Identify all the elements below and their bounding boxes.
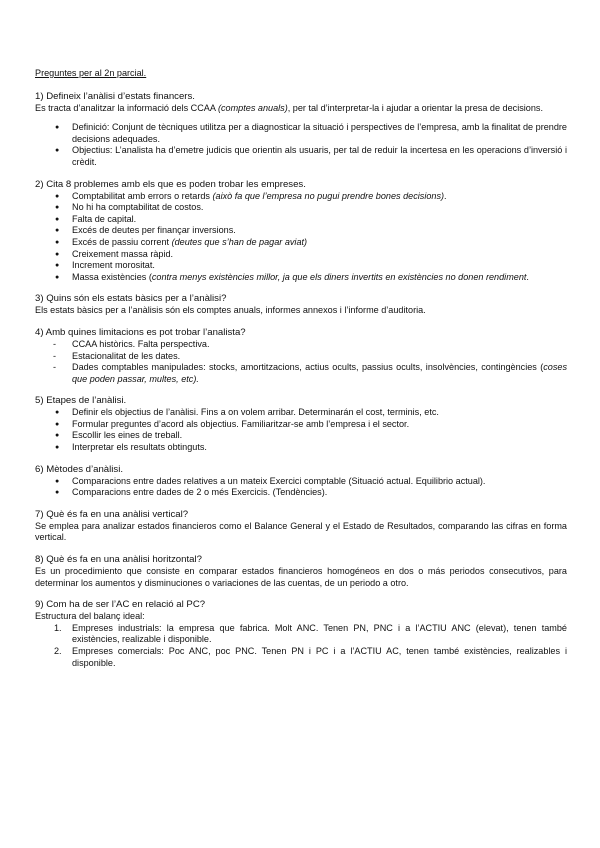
question-7 bbox=[35, 509, 567, 544]
list-item: ● Falta de capital. bbox=[55, 213, 137, 224]
question-heading: 4) Amb quines limitacions es pot trobar l’analista? bbox=[35, 326, 246, 338]
answer-subheading: Estructura del balanç ideal: bbox=[35, 611, 145, 622]
list-item: ● Massa existències (contra menys existències millor, ja que els diners invertits en existències no donen rendiment. bbox=[55, 271, 529, 282]
list-item: ● Escollir les eines de treball. bbox=[55, 430, 183, 441]
question-heading: 9) Com ha de ser l’AC en relació al PC? bbox=[35, 599, 206, 611]
list-item: 1. Empreses industrials: la empresa que fabrica. Molt ANC. Tenen PN, PNC i a l’ACTIU ANC (elevat), tenen també existències, realizable i disponible. bbox=[54, 622, 567, 645]
list-item: - Estacionalitat de les dates. bbox=[53, 350, 181, 361]
list-item: ● Objectius: L’analista ha d’emetre judicis que orientin als usuaris, per tal de reduir la incertesa en les operacions d’inversió i crèdit. bbox=[55, 145, 567, 167]
numbered-list bbox=[35, 623, 567, 669]
answer-paragraph: Es tracta d’analitzar la informació dels CCAA (comptes anuals), per tal d’interpretar-la i ajudar a orientar la presa de decisions. bbox=[35, 102, 543, 113]
list-item: ● No hi ha comptabilitat de costos. bbox=[55, 202, 204, 213]
question-3 bbox=[35, 293, 567, 317]
list-item: - Dades comptables manipulades: stocks, amortitzacions, actius ocults, passius ocults, insolvències, contingències (coses que poden passar, multes, etc). bbox=[53, 362, 567, 384]
question-8 bbox=[35, 554, 567, 589]
answer-paragraph: Es un procedimiento que consiste en comparar estados financieros homogéneos en dos o más periodos consecutivos, para determinar los aumentos y disminuciones o variaciones de las cuentas, de un periodo a otro. bbox=[35, 566, 567, 588]
question-heading: 7) Què és fa en una anàlisi vertical? bbox=[35, 508, 189, 520]
bullet-list bbox=[35, 122, 567, 168]
answer-paragraph: Els estats bàsics per a l’anàlisis són els comptes anuals, informes annexos i l’informe d’auditoria. bbox=[35, 305, 426, 316]
list-item: - CCAA històrics. Falta perspectiva. bbox=[53, 338, 210, 349]
bullet-list bbox=[35, 476, 567, 499]
list-item: ● Definició: Conjunt de tècniques utilitza per a diagnosticar la situació i perspectives de l’empresa, amb la finalitat de prendre decisions adequades. bbox=[55, 122, 567, 144]
list-item: ● Definir els objectius de l’anàlisi. Fins a on volem arribar. Determinarán el cost, terminis, etc. bbox=[55, 407, 439, 418]
bullet-list bbox=[35, 407, 567, 453]
list-item: ● Excés de passiu corrent (deutes que s’han de pagar aviat) bbox=[55, 236, 308, 247]
question-heading: 6) Mètodes d’anàlisi. bbox=[35, 463, 123, 475]
list-item: ● Creixement massa ràpid. bbox=[55, 248, 174, 259]
list-item: ● Comptabilitat amb errors o retards (això fa que l’empresa no pugui prendre bones decisions). bbox=[55, 190, 447, 201]
list-item: ● Formular preguntes d’acord als objectius. Familiaritzar-se amb l’empresa i el sector. bbox=[55, 418, 410, 429]
dash-list bbox=[35, 339, 567, 385]
question-heading: 1) Defineix l’anàlisi d’estats financers. bbox=[35, 90, 195, 102]
bullet-list bbox=[35, 191, 567, 284]
answer-paragraph: Se emplea para analizar estados financieros como el Balance General y el Estado de Resultados, comparando las cifras en forma vertical. bbox=[35, 520, 567, 543]
list-item: ● Increment morositat. bbox=[55, 260, 155, 271]
question-1 bbox=[35, 91, 567, 169]
list-item: 2. Empreses comercials: Poc ANC, poc PNC. Tenen PN i PC i a l’ACTIU AC, tenen també existències, realizables i disponible. bbox=[54, 646, 567, 668]
list-item: ● Comparacions entre dades relatives a un mateix Exercici comptable (Situació actual. Equilibrio actual). bbox=[55, 475, 486, 486]
question-heading: 8) Què és fa en una anàlisi horitzontal? bbox=[35, 554, 202, 566]
question-5 bbox=[35, 395, 567, 453]
question-6 bbox=[35, 464, 567, 499]
list-item: ● Excés de deutes per finançar inversions. bbox=[55, 225, 236, 236]
question-heading: 5) Etapes de l’anàlisi. bbox=[35, 395, 127, 407]
document-page bbox=[35, 68, 567, 669]
list-item: ● Interpretar els resultats obtinguts. bbox=[55, 442, 207, 453]
list-item: ● Comparacions entre dades de 2 o més Exercicis. (Tendències). bbox=[55, 487, 328, 498]
question-9 bbox=[35, 599, 567, 669]
question-heading: 3) Quins són els estats bàsics per a l’anàlisi? bbox=[35, 293, 227, 305]
document-title: Preguntes per al 2n parcial. bbox=[35, 68, 147, 78]
question-4 bbox=[35, 327, 567, 385]
question-2 bbox=[35, 179, 567, 284]
question-heading: 2) Cita 8 problemes amb els que es poden trobar les empreses. bbox=[35, 178, 306, 190]
